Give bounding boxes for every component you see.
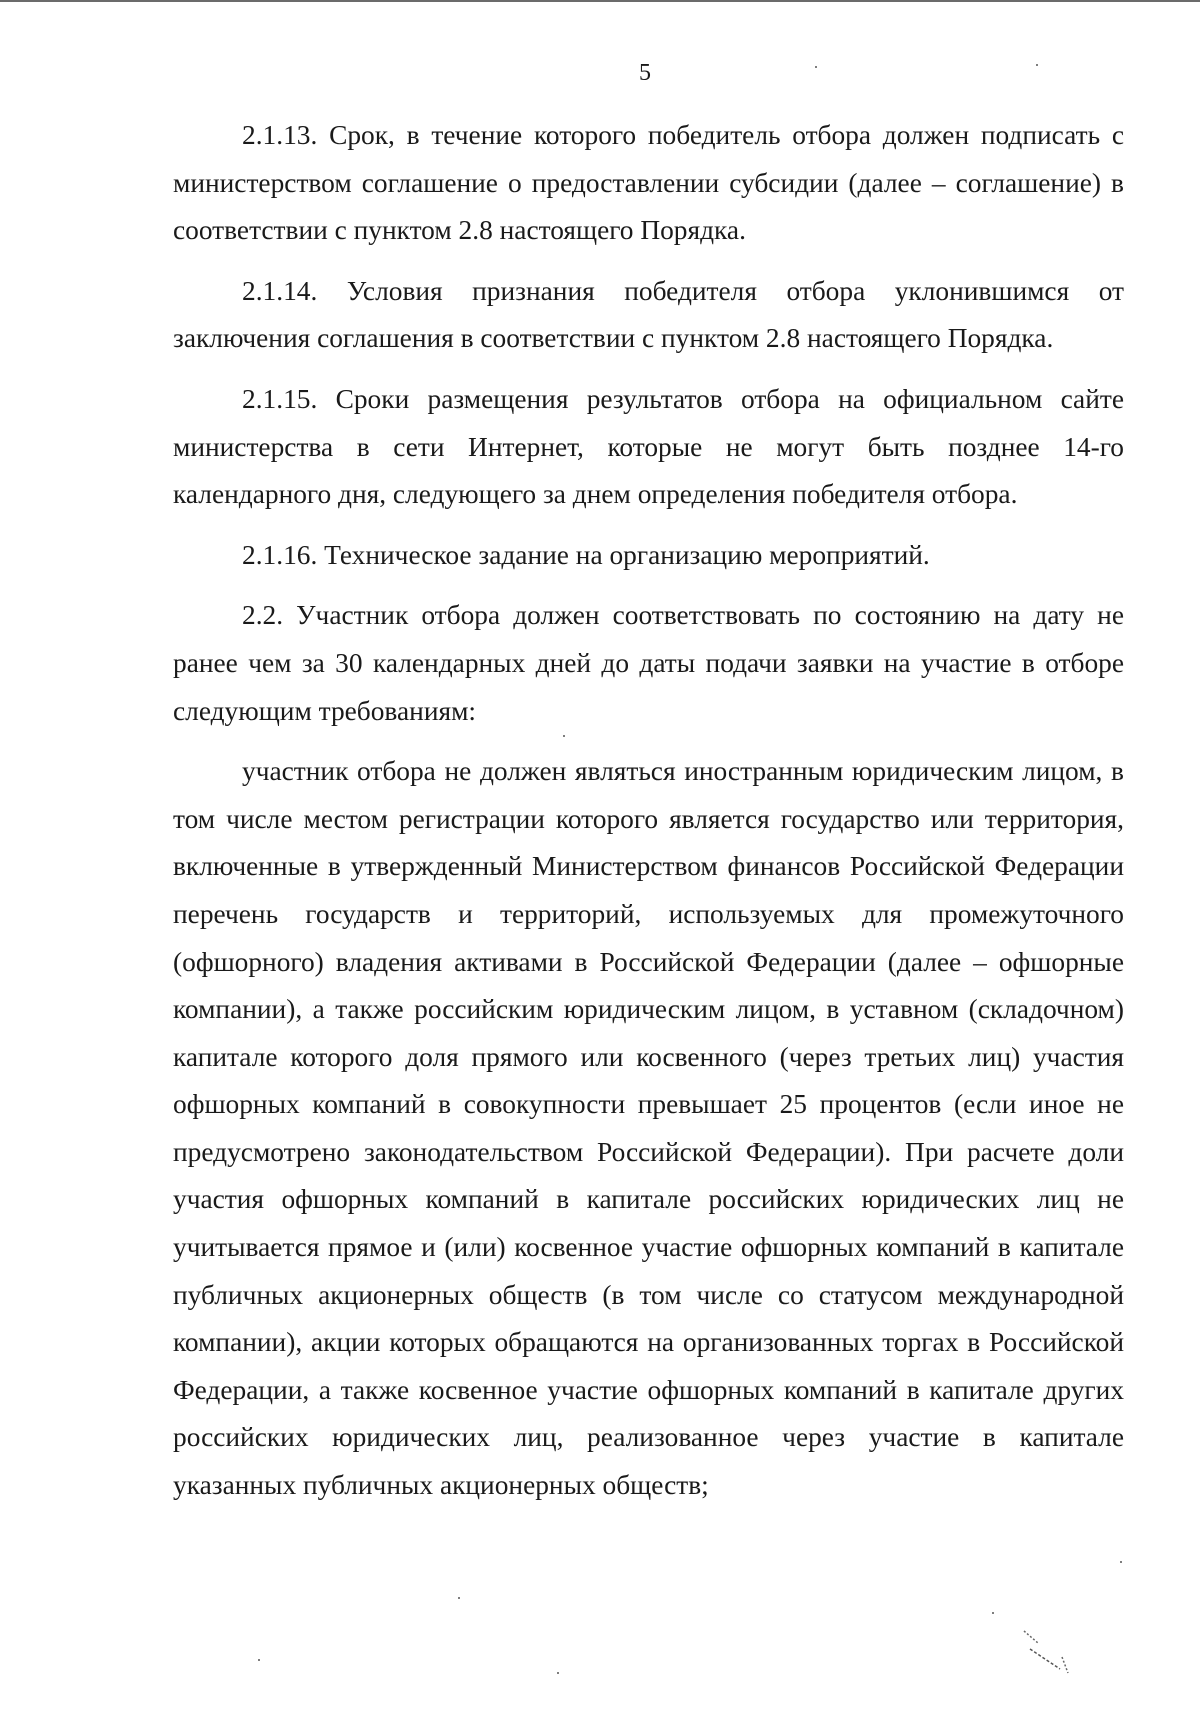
paragraph-2-2: 2.2. Участник отбора должен соответствовать по состоянию на дату не ранее чем за 30 календарных дней до даты подачи заявки на участие в отборе следующим требованиям:: [173, 600, 1124, 726]
page-number: 5: [639, 60, 651, 86]
paragraph-2-1-13: 2.1.13. Срок, в течение которого победитель отбора должен подписать с министерством соглашение о предоставлении субсидии (далее – соглашение) в соответствии с пунктом 2.8 настоящего Порядка.: [173, 120, 1124, 246]
scan-speck: [1120, 1561, 1122, 1563]
scan-speck: [563, 735, 565, 737]
scan-mark: [1020, 1611, 1080, 1681]
scan-speck: [992, 1612, 994, 1614]
scan-speck: [258, 1659, 260, 1661]
top-border-line: [0, 0, 1200, 2]
document-body: [173, 112, 1124, 1510]
scan-speck: [557, 1672, 559, 1674]
paragraph-participant-requirement: участник отбора не должен являться иностранным юридическим лицом, в том числе местом регистрации которого является государство или территория, включенные в утвержденный Министерством финансов Российской Федерации перечень государств и территорий, используемых для промежуточного (офшорного) владения активами в Российской Федерации (далее – офшорные компании), а также российским юридическим лицом, в уставном (складочном) капитале которого доля прямого или косвенного (через третьих лиц) участия офшорных компаний в совокупности превышает 25 процентов (если иное не предусмотрено законодательством Российской Федерации). При расчете доли участия офшорных компаний в капитале российских юридических лиц не учитывается прямое и (или) косвенное участие офшорных компаний в капитале публичных акционерных обществ (в том числе со статусом международной компании), акции которых обращаются на организованных торгах в Российской Федерации, а также косвенное участие офшорных компаний в капитале других российских юридических лиц, реализованное через участие в капитале указанных публичных акционерных обществ;: [173, 756, 1124, 1501]
scan-speck: [815, 66, 817, 68]
paragraph-2-1-16: 2.1.16. Техническое задание на организацию мероприятий.: [242, 539, 930, 570]
paragraph-2-1-14: 2.1.14. Условия признания победителя отбора уклонившимся от заключения соглашения в соответствии с пунктом 2.8 настоящего Порядка.: [173, 275, 1124, 354]
scan-speck: [1036, 64, 1038, 66]
scan-speck: [458, 1597, 460, 1599]
paragraph-2-1-15: 2.1.15. Сроки размещения результатов отбора на официальном сайте министерства в сети Интернет, которые не могут быть позднее 14-го календарного дня, следующего за днем определения победителя отбора.: [173, 383, 1124, 510]
